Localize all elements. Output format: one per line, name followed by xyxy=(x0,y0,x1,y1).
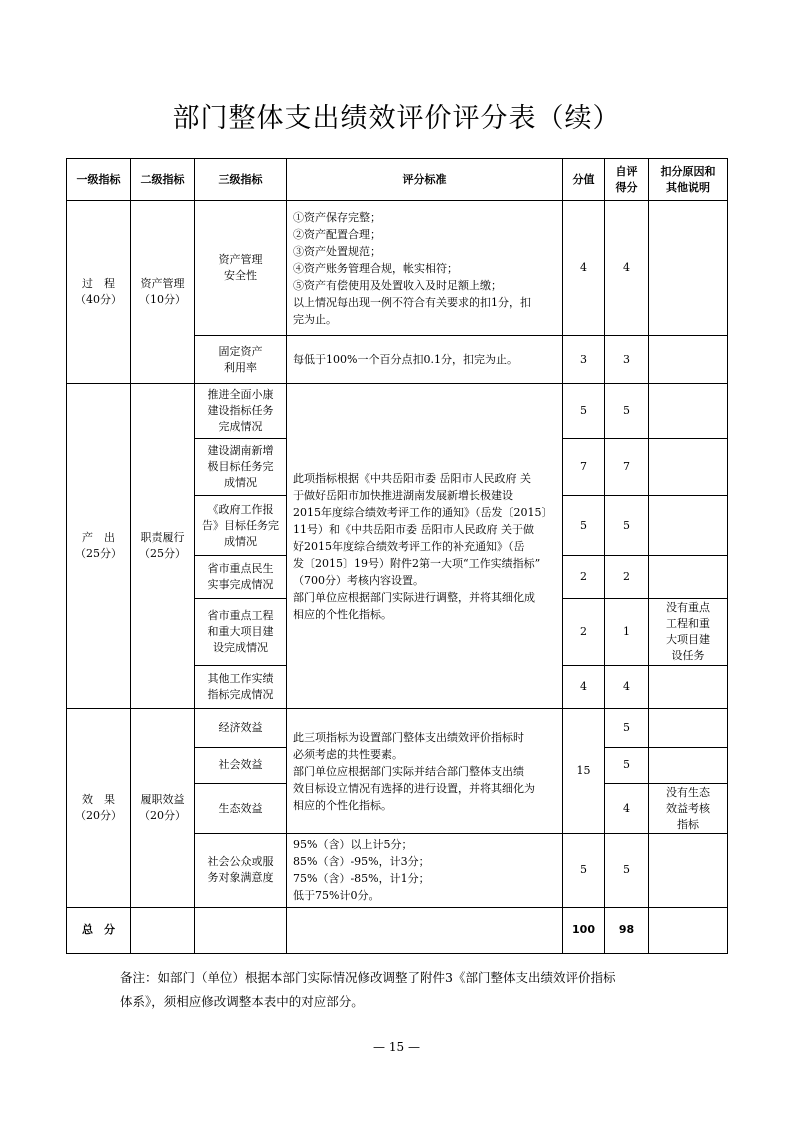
criteria-cell: 每低于100%一个百分点扣0.1分，扣完为止。 xyxy=(287,336,563,384)
score-cell: 2 xyxy=(563,598,605,665)
criteria-cell: 此三项指标为设置部门整体支出绩效评价指标时 必须考虑的共性要素。 部门单位应根据部门实际并结合部门整体支出绩 效目标设立情况有选择的进行设置，并将其细化为 相应的个性化指标。 xyxy=(287,709,563,834)
level3-cell: 《政府工作报 告》目标任务完 成情况 xyxy=(195,496,287,556)
self-score-cell: 4 xyxy=(605,201,649,336)
header-reason: 扣分原因和 其他说明 xyxy=(649,159,728,201)
level3-cell: 社会公众或服 务对象满意度 xyxy=(195,834,287,907)
header-level2: 二级指标 xyxy=(131,159,195,201)
level2-asset-management: 资产管理 （10分） xyxy=(131,201,195,384)
empty-cell xyxy=(649,907,728,953)
criteria-cell: 95%（含）以上计5分； 85%（含）-95%，计3分； 75%（含）-85%，计1分； 低于75%计0分。 xyxy=(287,834,563,907)
self-score-cell: 7 xyxy=(605,438,649,495)
score-cell: 3 xyxy=(563,336,605,384)
header-score: 分值 xyxy=(563,159,605,201)
reason-cell: 没有生态 效益考核 指标 xyxy=(649,783,728,833)
reason-cell xyxy=(649,336,728,384)
header-criteria: 评分标准 xyxy=(287,159,563,201)
level3-cell: 推进全面小康 建设指标任务 完成情况 xyxy=(195,384,287,438)
level1-output: 产 出 （25分） xyxy=(67,384,131,709)
level2-duty-performance: 职责履行 （25分） xyxy=(131,384,195,709)
header-self-score: 自评 得分 xyxy=(605,159,649,201)
level1-effect: 效 果 （20分） xyxy=(67,709,131,907)
reason-cell xyxy=(649,556,728,598)
header-row xyxy=(67,159,728,201)
score-cell: 5 xyxy=(563,384,605,438)
self-score-cell: 5 xyxy=(605,384,649,438)
level3-cell: 其他工作实绩 指标完成情况 xyxy=(195,666,287,709)
self-score-cell: 1 xyxy=(605,598,649,665)
reason-cell xyxy=(649,438,728,495)
self-score-cell: 3 xyxy=(605,336,649,384)
score-cell: 5 xyxy=(563,496,605,556)
self-score-cell: 2 xyxy=(605,556,649,598)
reason-cell xyxy=(649,709,728,747)
self-score-cell: 4 xyxy=(605,783,649,833)
level3-cell: 生态效益 xyxy=(195,783,287,833)
self-score-cell: 5 xyxy=(605,496,649,556)
self-score-cell: 5 xyxy=(605,747,649,783)
level3-cell: 社会效益 xyxy=(195,747,287,783)
level3-cell: 省市重点工程 和重大项目建 设完成情况 xyxy=(195,598,287,665)
page-title: 部门整体支出绩效评价评分表（续） xyxy=(172,103,621,134)
score-cell: 5 xyxy=(563,834,605,907)
score-table xyxy=(66,158,728,954)
criteria-cell: 此项指标根据《中共岳阳市委 岳阳市人民政府 关 于做好岳阳市加快推进湖南发展新增长极建设 2015年度综合绩效考评工作的通知》（岳发〔2015〕 11号）和《中共岳阳市委 岳阳市人民政府 关于做 好2015年度综合绩效考评工作的补充通知》（岳 发〔2015〕19号）附件2第一大项“工作实绩指标” （700分）考核内容设置。 部门单位应根据部门实际进行调整，并将其细化成 相应的个性化指标。 xyxy=(287,384,563,709)
reason-cell xyxy=(649,834,728,907)
level3-cell: 建设湖南新增 极目标任务完 成情况 xyxy=(195,438,287,495)
reason-cell xyxy=(649,747,728,783)
header-level3: 三级指标 xyxy=(195,159,287,201)
level1-process: 过 程 （40分） xyxy=(67,201,131,384)
score-cell: 15 xyxy=(563,709,605,834)
page-number: — 15 — xyxy=(373,1040,420,1054)
self-score-cell: 5 xyxy=(605,834,649,907)
score-cell: 7 xyxy=(563,438,605,495)
table-row xyxy=(67,384,728,438)
table-row xyxy=(67,201,728,336)
self-score-cell: 5 xyxy=(605,709,649,747)
table-row xyxy=(67,709,728,747)
total-row xyxy=(67,907,728,953)
self-score-cell: 4 xyxy=(605,666,649,709)
reason-cell xyxy=(649,384,728,438)
reason-cell xyxy=(649,201,728,336)
level3-cell: 经济效益 xyxy=(195,709,287,747)
criteria-cell: ①资产保存完整； ②资产配置合理； ③资产处置规范； ④资产账务管理合规，帐实相符； ⑤资产有偿使用及处置收入及时足额上缴； 以上情况每出现一例不符合有关要求的扣1分，扣 完为止。 xyxy=(287,201,563,336)
level3-cell: 资产管理 安全性 xyxy=(195,201,287,336)
reason-cell xyxy=(649,666,728,709)
header-level1: 一级指标 xyxy=(67,159,131,201)
score-cell: 2 xyxy=(563,556,605,598)
reason-cell xyxy=(649,496,728,556)
empty-cell xyxy=(287,907,563,953)
reason-cell: 没有重点 工程和重 大项目建 设任务 xyxy=(649,598,728,665)
level2-duty-benefit: 履职效益 （20分） xyxy=(131,709,195,907)
total-label: 总 分 xyxy=(67,907,131,953)
total-self-score: 98 xyxy=(605,907,649,953)
footnote: 备注：如部门（单位）根据本部门实际情况修改调整了附件3《部门整体支出绩效评价指标 体系》，须相应修改调整本表中的对应部分。 xyxy=(120,970,616,1009)
score-cell: 4 xyxy=(563,201,605,336)
empty-cell xyxy=(131,907,195,953)
level3-cell: 省市重点民生 实事完成情况 xyxy=(195,556,287,598)
score-cell: 4 xyxy=(563,666,605,709)
empty-cell xyxy=(195,907,287,953)
total-score: 100 xyxy=(563,907,605,953)
level3-cell: 固定资产 利用率 xyxy=(195,336,287,384)
